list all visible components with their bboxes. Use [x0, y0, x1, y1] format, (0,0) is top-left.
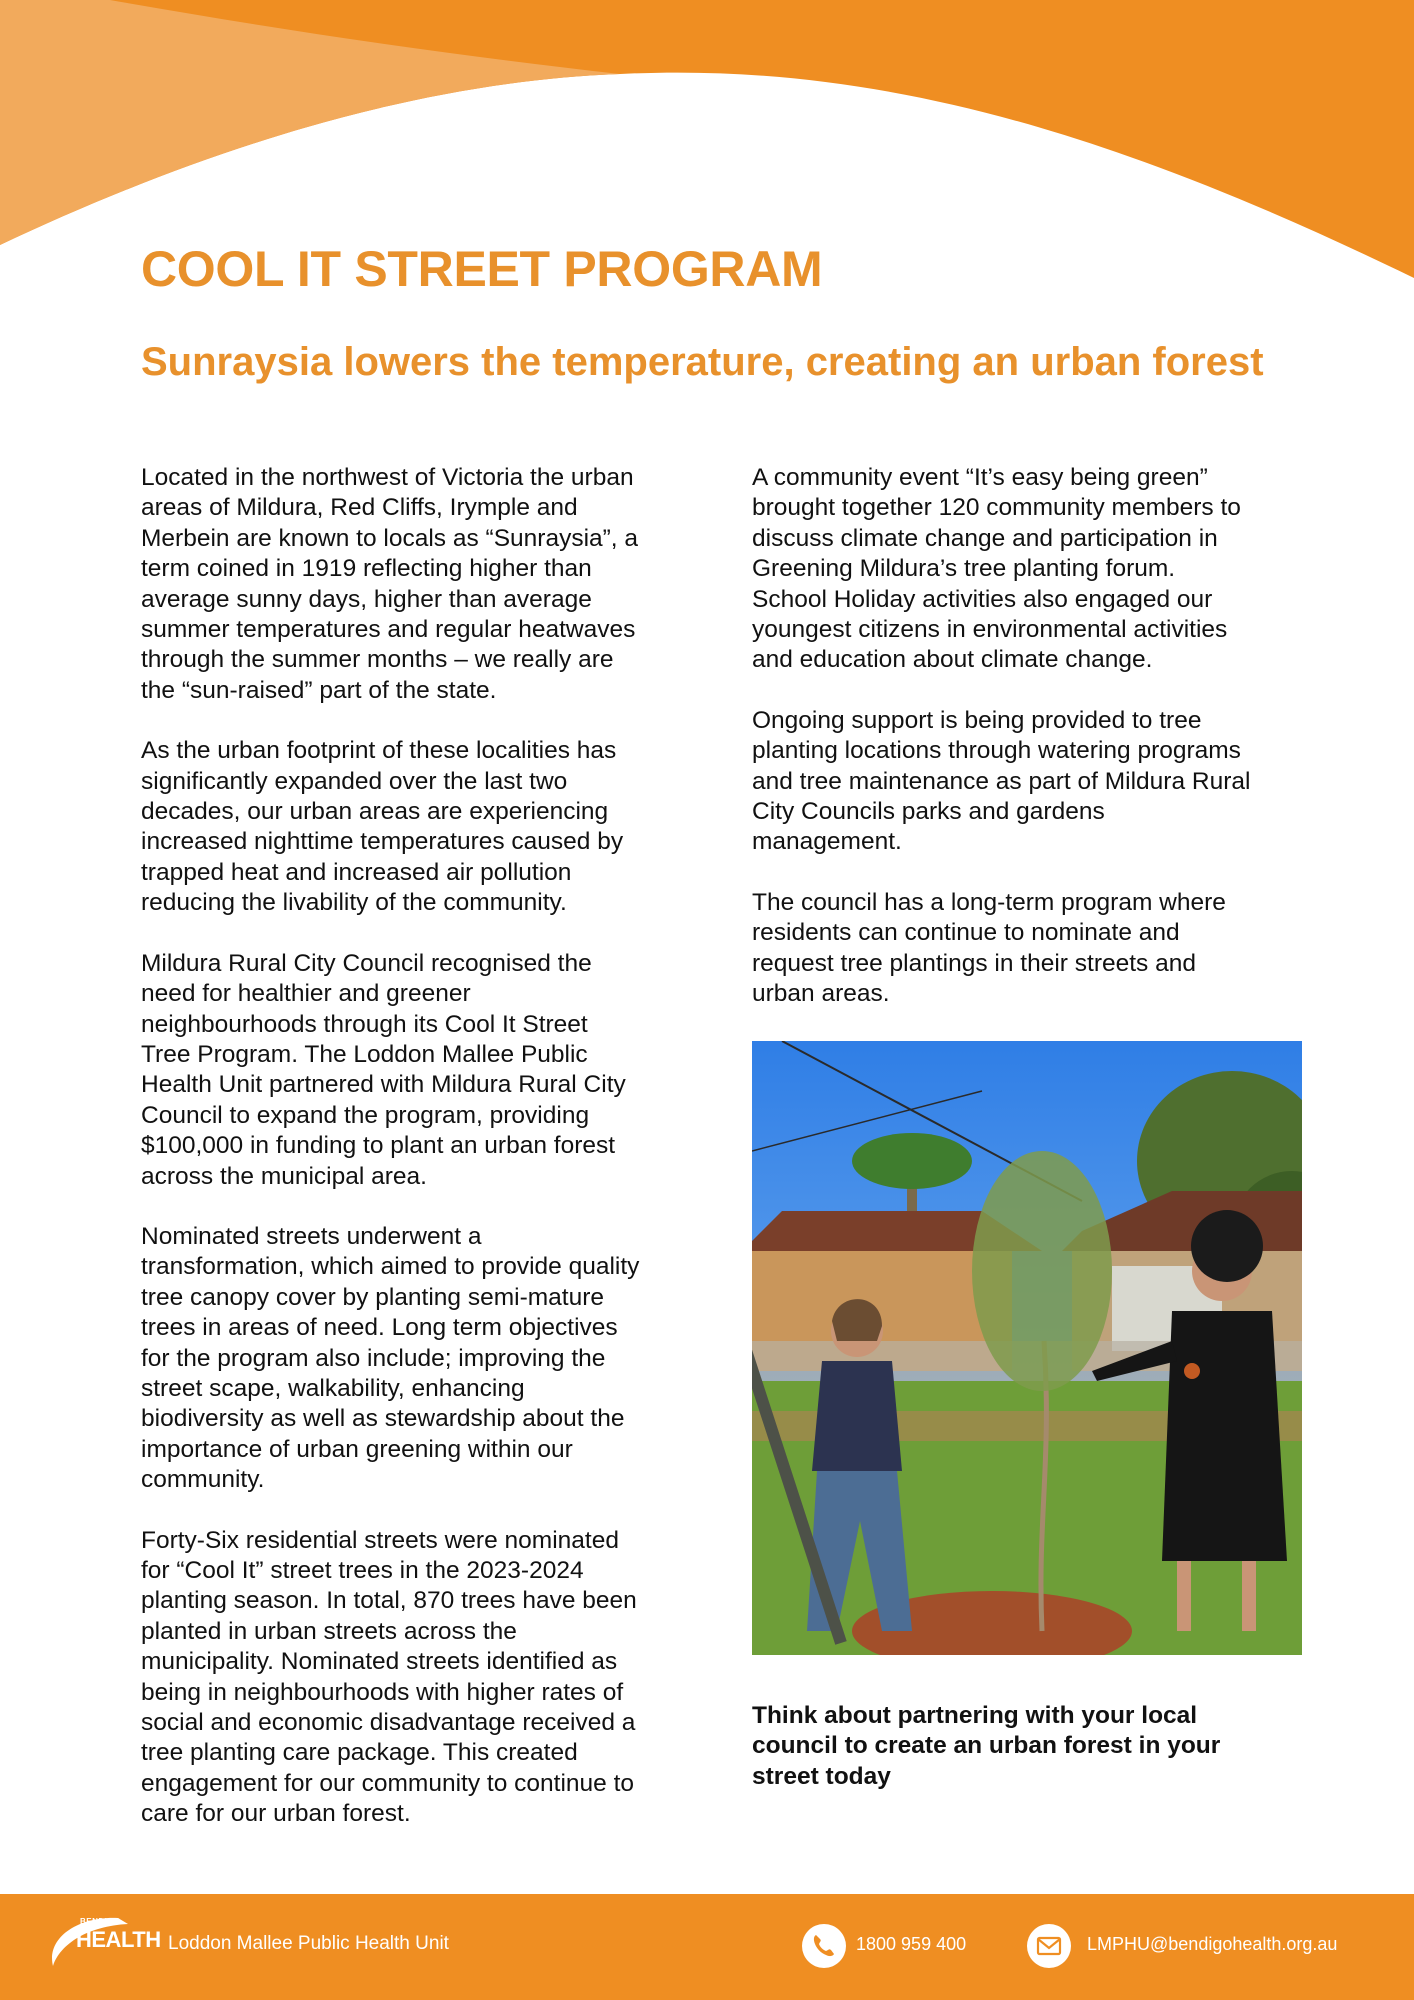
call-to-action: Think about partnering with your local council to create an urban forest in your street today: [752, 1702, 1221, 1790]
paragraph-long-term-program: The council has a long-term program where residents can continue to nominate and request tree plantings in their streets and urban areas.: [752, 888, 1226, 1008]
left-column: [141, 463, 701, 1860]
paragraph-nominated-streets: Nominated streets underwent a transformation, which aimed to provide quality tree canopy cover by planting semi-mature trees in areas of need. Long term objectives for the program also include; improving the street scape, walkability, enhancing biodiversity as well as stewardship about the importance of urban greening within our community.: [141, 1222, 640, 1494]
logo-main-text: HEALTH: [76, 1927, 161, 1952]
phone-number[interactable]: 1800 959 400: [856, 1934, 967, 1954]
page-title: COOL IT STREET PROGRAM: [141, 241, 823, 297]
right-column: [752, 463, 1312, 1040]
unit-name: Loddon Mallee Public Health Unit: [168, 1933, 449, 1954]
paragraph-community-event: A community event “It’s easy being green” brought together 120 community members to discuss climate change and participation in Greening Mildura’s tree planting forum. School Holiday activities also engaged our youngest citizens in environmental activities and education about climate change.: [752, 464, 1241, 674]
footer: [0, 1894, 1414, 2000]
paragraph-council-program: Mildura Rural City Council recognised the need for healthier and greener neighbourhoods through its Cool It Street Tree Program. The Loddon Mallee Public Health Unit partnered with Mildura Rural City Council to expand the program, providing $100,000 in funding to plant an urban forest across the municipal area.: [141, 949, 626, 1190]
phone-icon: [802, 1924, 846, 1968]
email-address[interactable]: LMPHU@bendigohealth.org.au: [1087, 1934, 1338, 1954]
logo-small-text: BENDIGO: [80, 1917, 121, 1926]
paragraph-urban-footprint: As the urban footprint of these localities has significantly expanded over the last two decades, our urban areas are experiencing increased nighttime temperatures caused by trapped heat and increased air pollution reducing the livability of the community.: [141, 737, 624, 917]
paragraph-sunraysia: Located in the northwest of Victoria the urban areas of Mildura, Red Cliffs, Irymple and Merbein are known to locals as “Sunraysia”, a term coined in 1919 reflecting higher than average sunny days, higher than average summer temperatures and regular heatwaves through the summer months – we really are the “sun-raised” part of the state.: [141, 464, 639, 704]
paragraph-forty-six-streets: Forty-Six residential streets were nominated for “Cool It” street trees in the 2023-2024 planting season. In total, 870 trees have been planted in urban streets across the municipality. Nominated streets identified as being in neighbourhoods with higher rates of social and economic disadvantage received a tree planting care package. This created engagement for our community to continue to care for our urban forest.: [141, 1526, 637, 1828]
tree-planting-photo: [752, 1041, 1302, 1655]
page-subtitle: Sunraysia lowers the temperature, creating an urban forest: [141, 340, 1264, 384]
mail-icon: [1027, 1924, 1071, 1968]
paragraph-ongoing-support: Ongoing support is being provided to tree planting locations through watering programs and tree maintenance as part of Mildura Rural City Councils parks and gardens management.: [752, 706, 1251, 856]
